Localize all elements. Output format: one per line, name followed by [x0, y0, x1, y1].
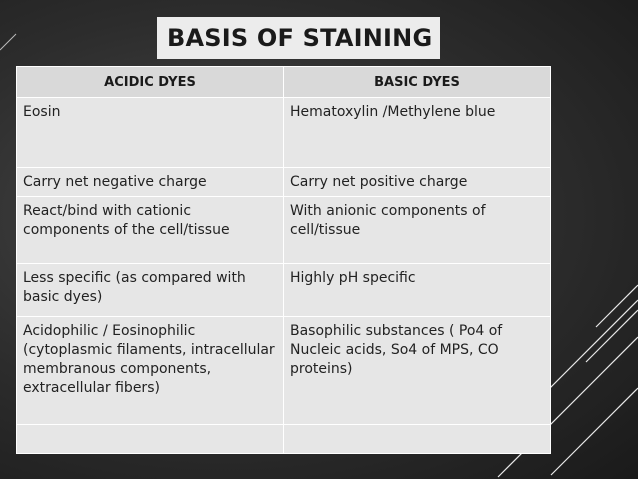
cell-basic: Highly pH specific [284, 264, 551, 317]
header-basic-dyes: BASIC DYES [284, 67, 551, 98]
table-row [17, 168, 551, 197]
cell-basic: With anionic components of cell/tissue [284, 197, 551, 264]
cell-acidic: React/bind with cationic components of the cell/tissue [17, 197, 284, 264]
table-row [17, 425, 551, 454]
cell-acidic: Carry net negative charge [17, 168, 284, 197]
cell-basic: Basophilic substances ( Po4 of Nucleic acids, So4 of MPS, CO proteins) [284, 317, 551, 425]
table-row [17, 317, 551, 425]
staining-comparison-table [16, 66, 551, 454]
cell-basic: Carry net positive charge [284, 168, 551, 197]
slide-title: BASIS OF STAINING [167, 24, 433, 52]
table-row [17, 98, 551, 168]
cell-acidic: Eosin [17, 98, 284, 168]
cell-basic [284, 425, 551, 454]
header-acidic-dyes: ACIDIC DYES [17, 67, 284, 98]
cell-acidic [17, 425, 284, 454]
cell-basic: Hematoxylin /Methylene blue [284, 98, 551, 168]
table-row [17, 264, 551, 317]
cell-acidic: Acidophilic / Eosinophilic (cytoplasmic filaments, intracellular membranous components, extracellular fibers) [17, 317, 284, 425]
table-header-row [17, 67, 551, 98]
cell-acidic: Less specific (as compared with basic dyes) [17, 264, 284, 317]
slide-title-box [157, 17, 440, 59]
table-row [17, 197, 551, 264]
